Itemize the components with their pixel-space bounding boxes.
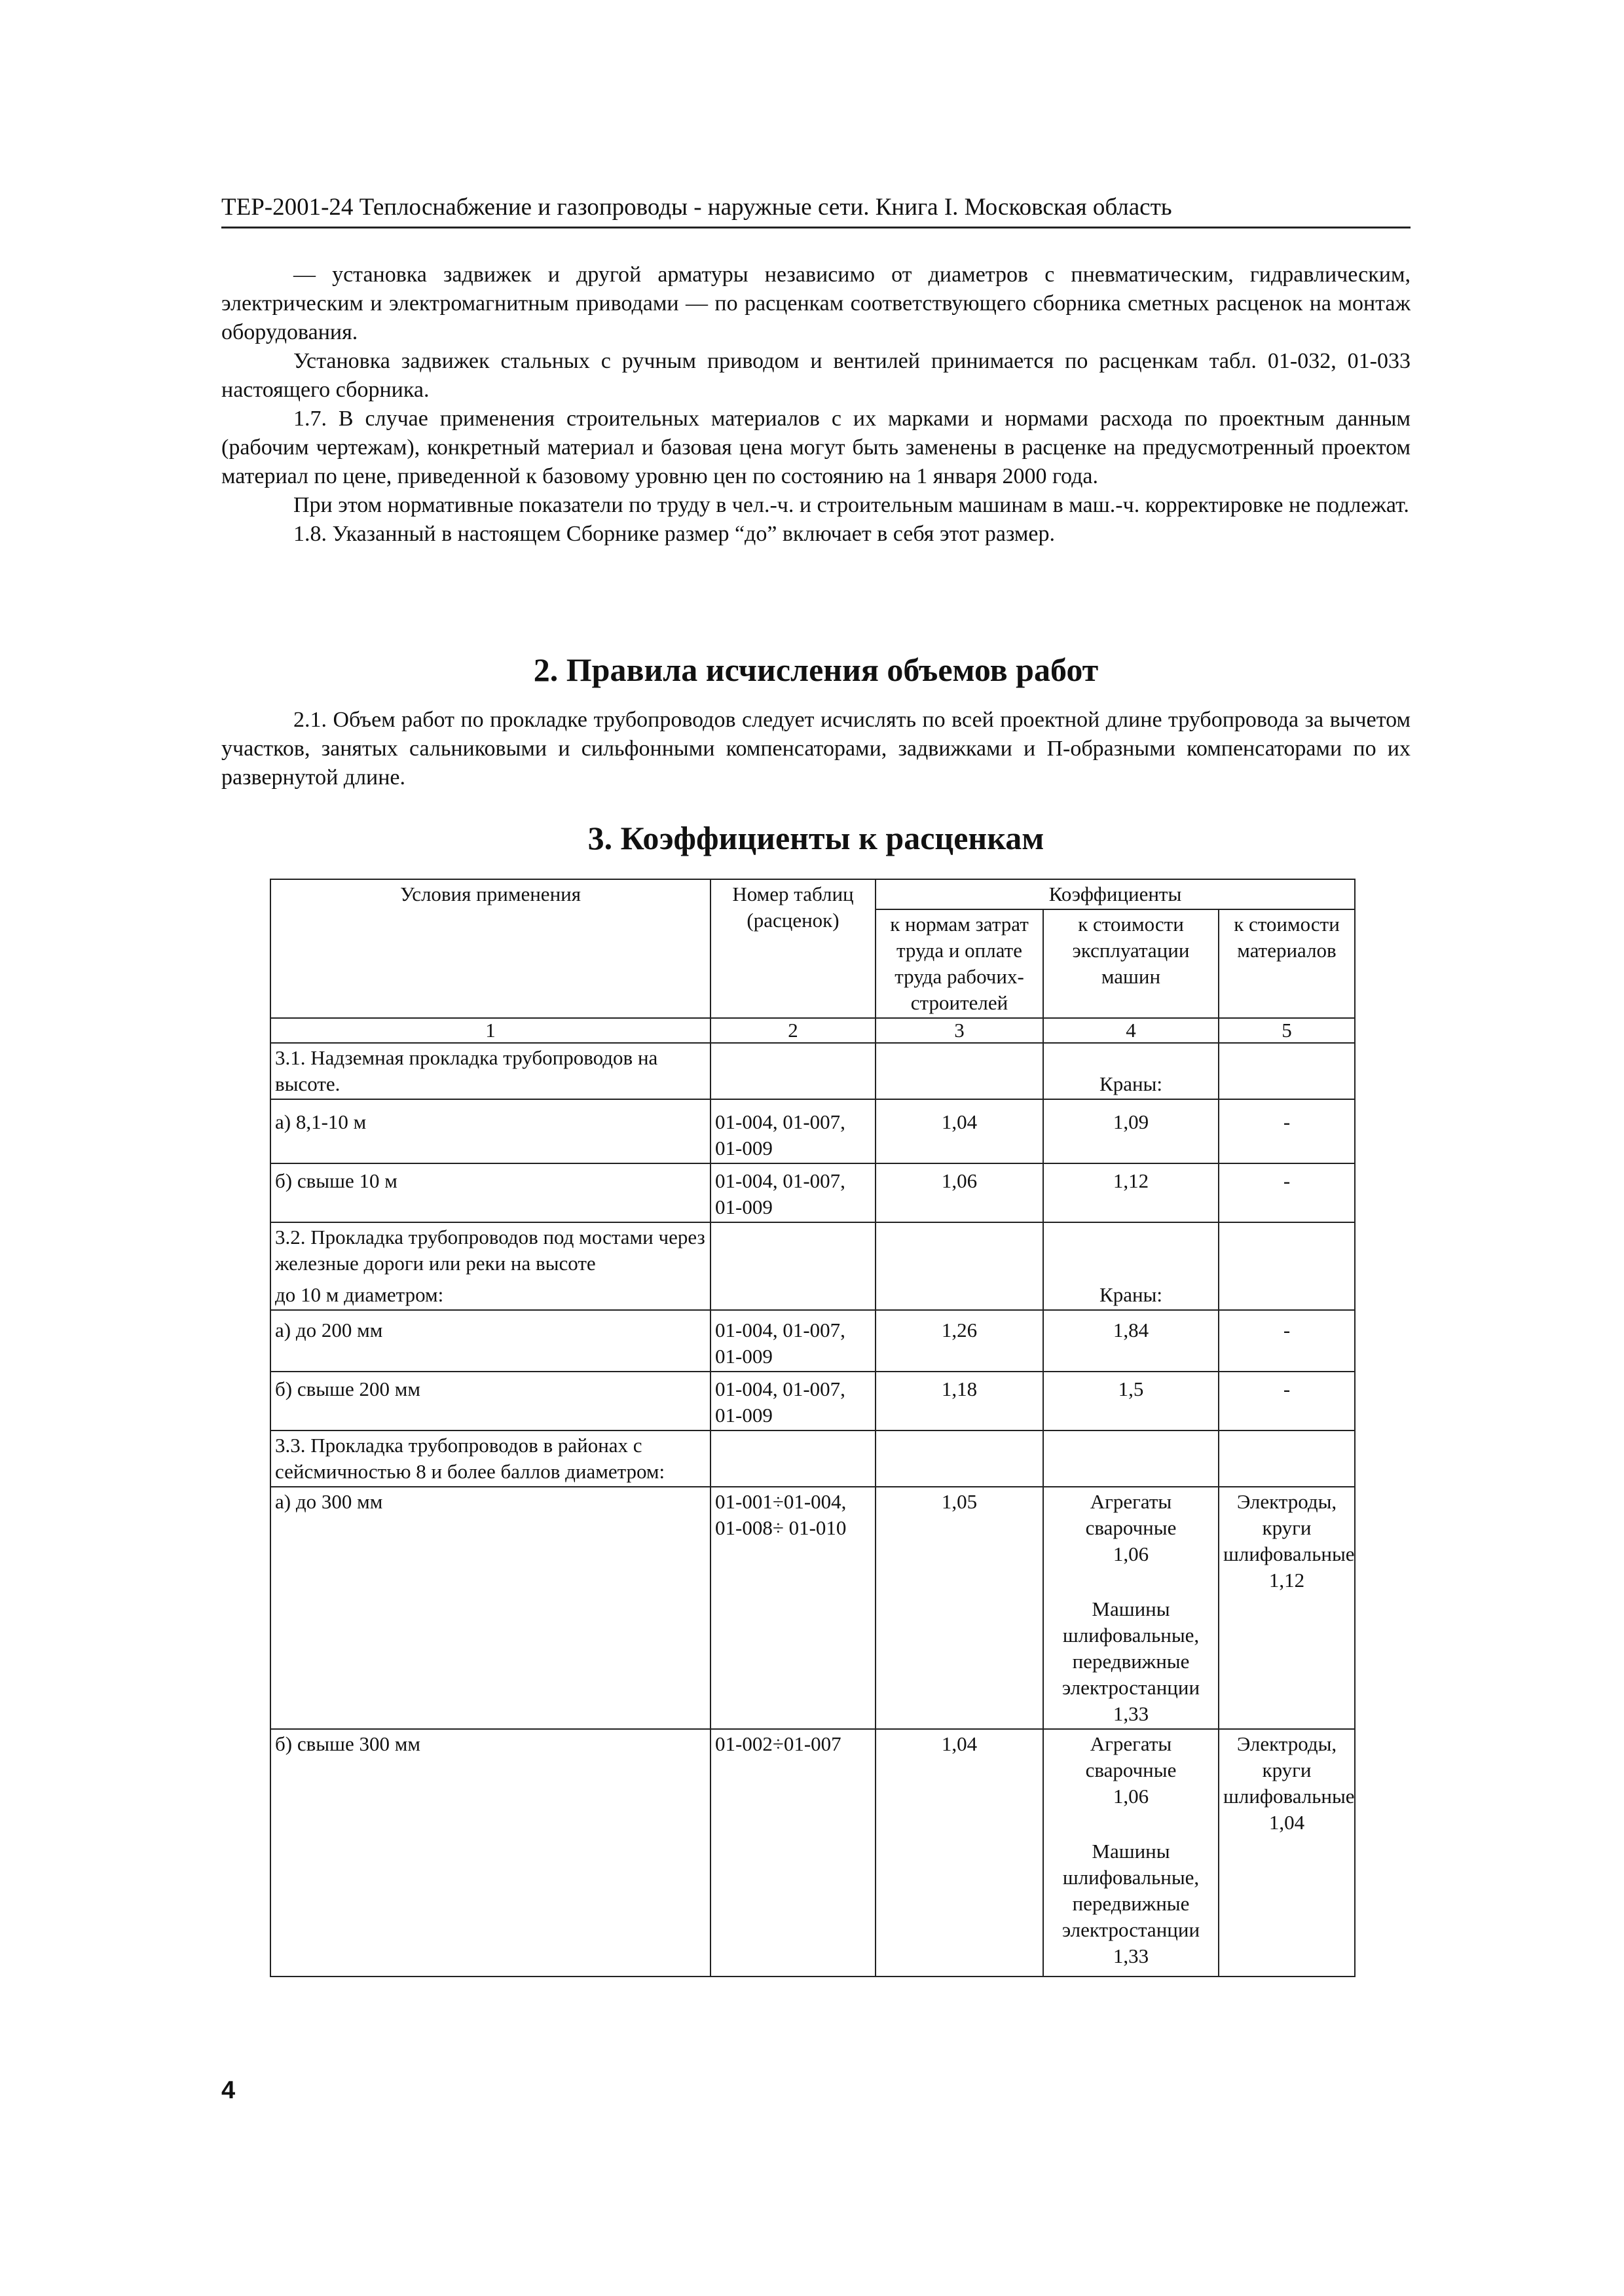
material-coef-cell (1219, 1487, 1355, 1729)
page-number: 4 (221, 2077, 236, 2104)
table-row (270, 1222, 1355, 1310)
condition-cell: б) свыше 10 м (270, 1163, 710, 1222)
table-row (270, 1099, 1355, 1163)
header-coefficients: Коэффициенты (876, 879, 1355, 909)
machine-note: Краны: (1043, 1043, 1219, 1099)
machine-coef-cell: 1,09 (1043, 1099, 1219, 1163)
labor-coef-cell: 1,04 (876, 1099, 1043, 1163)
header-labor: к нормам затрат труда и оплате труда рабочих-строителей (876, 909, 1043, 1018)
col-number: 1 (270, 1018, 710, 1043)
header-row (270, 879, 1355, 909)
table-row (270, 1372, 1355, 1430)
table-row (270, 1430, 1355, 1487)
paragraph: 2.1. Объем работ по прокладке трубопроводов следует исчислять по всей проектной длине трубопровода за вычетом участков, занятых сальниковыми и сильфонными компенсаторами, задвижками и П-образными компенсаторами по их развернутой длине. (221, 708, 1411, 790)
condition-cell: а) до 300 мм (270, 1487, 710, 1729)
header-materials: к стоимости материалов (1219, 909, 1355, 1018)
section2-heading-wrap (221, 650, 1411, 689)
material-coef-cell: - (1219, 1310, 1355, 1372)
header-number: Номер таблиц (расценок) (710, 879, 876, 1018)
machine-value: 1,33 (1113, 1944, 1149, 1967)
section1-continuation (221, 261, 1411, 549)
table-row (270, 1729, 1355, 1977)
section-title-cont: до 10 м диаметром: (275, 1283, 444, 1306)
machine-note: Краны: (1043, 1222, 1219, 1310)
section3-heading: 3. Коэффициенты к расценкам (587, 820, 1044, 856)
machine-coef-cell: 1,84 (1043, 1310, 1219, 1372)
material-coef-cell: - (1219, 1163, 1355, 1222)
paragraph: — установка задвижек и другой арматуры независимо от диаметров с пневматическим, гидравлическим, электрическим и электромагнитным приводами — по расценкам соответствующего сборника сметных расценок на монтаж оборудования. (221, 263, 1411, 344)
section3-heading-wrap (221, 818, 1411, 858)
machine-value: 1,06 (1113, 1542, 1149, 1565)
material-coef-cell (1219, 1729, 1355, 1977)
table-row (270, 1043, 1355, 1099)
machine-type: Машины шлифовальные, передвижные электростанции (1061, 1597, 1200, 1699)
material-value: 1,04 (1268, 1811, 1305, 1834)
labor-coef-cell: 1,05 (876, 1487, 1043, 1729)
paragraph: При этом нормативные показатели по труду в чел.-ч. и строительным машинам в маш.-ч. корректировке не подлежат. (293, 493, 1409, 517)
col-number: 5 (1219, 1018, 1355, 1043)
condition-cell: б) свыше 200 мм (270, 1372, 710, 1430)
labor-coef-cell: 1,18 (876, 1372, 1043, 1430)
machine-type: Агрегаты сварочные (1085, 1732, 1177, 1781)
labor-coef-cell: 1,06 (876, 1163, 1043, 1222)
paragraph: 1.7. В случае применения строительных материалов с их марками и нормами расхода по проектным данным (рабочим чертежам), конкретный материал и базовая цена могут быть заменены в расценке на предусмотренный проектом материал по цене, приведенной к базовому уровню цен по состоянию на 1 января 2000 года. (221, 407, 1411, 488)
header-conditions: Условия применения (270, 879, 710, 1018)
table-row (270, 1310, 1355, 1372)
condition-cell: а) до 200 мм (270, 1310, 710, 1372)
table-row (270, 1487, 1355, 1729)
machine-value: 1,33 (1113, 1702, 1149, 1725)
section2-heading: 2. Правила исчисления объемов работ (533, 651, 1099, 688)
labor-coef-cell: 1,04 (876, 1729, 1043, 1977)
machine-type: Агрегаты сварочные (1085, 1490, 1177, 1539)
running-header: ТЕР-2001-24 Теплоснабжение и газопроводы - наружные сети. Книга I. Московская область (221, 192, 1411, 228)
condition-cell: а) 8,1-10 м (270, 1099, 710, 1163)
condition-cell: б) свыше 300 мм (270, 1729, 710, 1977)
material-coef-cell: - (1219, 1372, 1355, 1430)
machine-coef-cell (1043, 1729, 1219, 1977)
table-row (270, 1163, 1355, 1222)
coefficients-table (270, 879, 1356, 1977)
rate-number-cell: 01-004, 01-007, 01-009 (710, 1310, 876, 1372)
material-value: 1,12 (1268, 1569, 1305, 1592)
machine-coef-cell: 1,5 (1043, 1372, 1219, 1430)
paragraph: 1.8. Указанный в настоящем Сборнике размер “до” включает в себя этот размер. (293, 522, 1056, 546)
rate-number-cell: 01-001÷01-004, 01-008÷ 01-010 (710, 1487, 876, 1729)
paragraph: Установка задвижек стальных с ручным приводом и вентилей принимается по расценкам табл. 01-032, 01-033 настоящего сборника. (221, 349, 1411, 402)
col-number: 4 (1043, 1018, 1219, 1043)
rate-number-cell: 01-004, 01-007, 01-009 (710, 1099, 876, 1163)
header-machines: к стоимости эксплуатации машин (1043, 909, 1219, 1018)
machine-coef-cell: 1,12 (1043, 1163, 1219, 1222)
rate-number-cell: 01-004, 01-007, 01-009 (710, 1163, 876, 1222)
section-title: 3.2. Прокладка трубопроводов под мостами через железные дороги или реки на высоте (275, 1226, 705, 1275)
material-type: Электроды, круги шлифовальные (1223, 1732, 1355, 1808)
section-title: 3.3. Прокладка трубопроводов в районах с сейсмичностью 8 и более баллов диаметром: (270, 1430, 710, 1487)
col-number: 2 (710, 1018, 876, 1043)
machine-value: 1,06 (1113, 1785, 1149, 1808)
col-number: 3 (876, 1018, 1043, 1043)
section-title: 3.1. Надземная прокладка трубопроводов на высоте. (270, 1043, 710, 1099)
material-type: Электроды, круги шлифовальные (1223, 1490, 1355, 1565)
machine-coef-cell (1043, 1487, 1219, 1729)
column-number-row (270, 1018, 1355, 1043)
material-coef-cell: - (1219, 1099, 1355, 1163)
machine-type: Машины шлифовальные, передвижные электростанции (1061, 1840, 1200, 1941)
rate-number-cell: 01-004, 01-007, 01-009 (710, 1372, 876, 1430)
labor-coef-cell: 1,26 (876, 1310, 1043, 1372)
rate-number-cell: 01-002÷01-007 (710, 1729, 876, 1977)
section2-body (221, 706, 1411, 792)
